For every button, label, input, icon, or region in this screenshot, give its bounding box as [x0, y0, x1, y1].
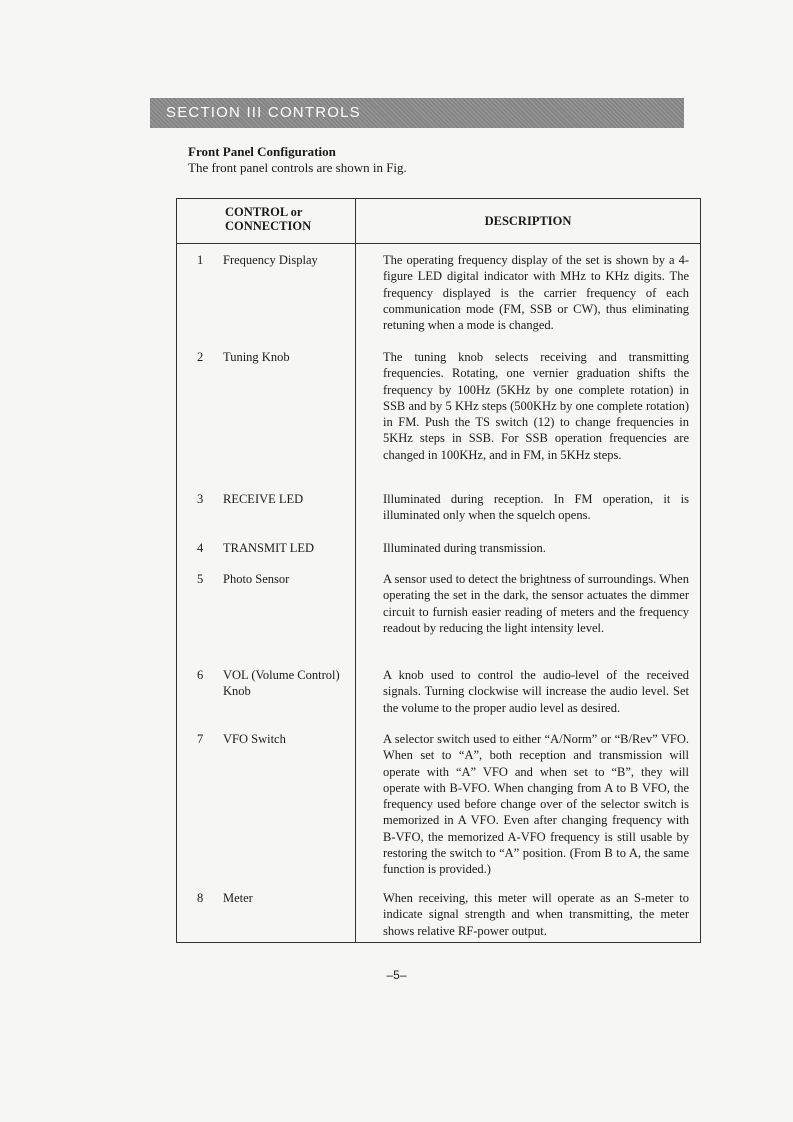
- header-description: DESCRIPTION: [484, 214, 572, 228]
- header-control: CONTROL or CONNECTION: [225, 205, 312, 233]
- controls-table: [176, 198, 701, 943]
- row-description: A sensor used to detect the brightness of surroundings. When operating the set in the dark, the sensor actuates the dimmer circuit to furnish easier reading of meters and the frequency readout by reducing the light intensity level.: [383, 572, 689, 635]
- row-number: 5: [197, 572, 204, 586]
- intro-title: Front Panel Configuration: [188, 144, 336, 159]
- row-number: 8: [197, 891, 204, 905]
- row-description: A selector switch used to either “A/Norm” or “B/Rev” VFO. When set to “A”, both reception and transmission will operate with “A” VFO and when set to “B”, they will operate with B-VFO. When changing from A to B VFO, the frequency used before change over of the selector switch is memorized in A VFO. Even after changing frequency with B-VFO, the memorized A-VFO frequency is still usable by restoring the switch to “A” position. (From B to A, the same function is provided.): [383, 732, 689, 877]
- row-number: 7: [197, 732, 204, 746]
- row-description: When receiving, this meter will operate as an S-meter to indicate signal strength and when transmitting, the meter shows relative RF-power output.: [383, 891, 689, 938]
- row-control-name: Tuning Knob: [223, 350, 290, 364]
- row-control-name: VFO Switch: [223, 732, 286, 746]
- header-divider: [177, 243, 700, 244]
- row-number: 3: [197, 492, 204, 506]
- row-number: 6: [197, 668, 204, 682]
- page-number: –5–: [386, 968, 407, 982]
- row-control-name: RECEIVE LED: [223, 492, 304, 506]
- row-description: A knob used to control the audio-level of the received signals. Turning clockwise will increase the audio level. Set the volume to the proper audio level as desired.: [383, 668, 689, 715]
- row-control-name: Photo Sensor: [223, 572, 290, 586]
- row-number: 2: [197, 350, 204, 364]
- intro-text: The front panel controls are shown in Fig.: [188, 160, 407, 175]
- row-control-name: Frequency Display: [223, 253, 318, 267]
- row-control-name: Meter: [223, 891, 253, 905]
- row-control-name: VOL (Volume Control) Knob: [223, 668, 340, 699]
- intro: [188, 144, 688, 176]
- row-description: Illuminated during transmission.: [383, 541, 546, 555]
- row-description: The operating frequency display of the set is shown by a 4-figure LED digital indicator with MHz to KHz digits. The frequency displayed is the carrier frequency of each communication mode (FM, SSB or CW), thus eliminating retuning when a mode is changed.: [383, 253, 689, 333]
- row-description: The tuning knob selects receiving and transmitting frequencies. Rotating, one vernier graduation shifts the frequency by 100Hz (5KHz by one complete rotation) in SSB and by 5 KHz steps (500KHz by one complete rotation) in FM. Push the TS switch (12) to change frequencies in 5KHz steps in SSB. For SSB operation frequencies are changed in 100KHz, and in FM, in 5KHz steps.: [383, 350, 689, 462]
- section-title: SECTION III CONTROLS: [150, 98, 684, 128]
- row-number: 4: [197, 541, 204, 555]
- row-number: 1: [197, 253, 204, 267]
- row-control-name: TRANSMIT LED: [223, 541, 315, 555]
- row-description: Illuminated during reception. In FM operation, it is illuminated only when the squelch opens.: [383, 492, 689, 523]
